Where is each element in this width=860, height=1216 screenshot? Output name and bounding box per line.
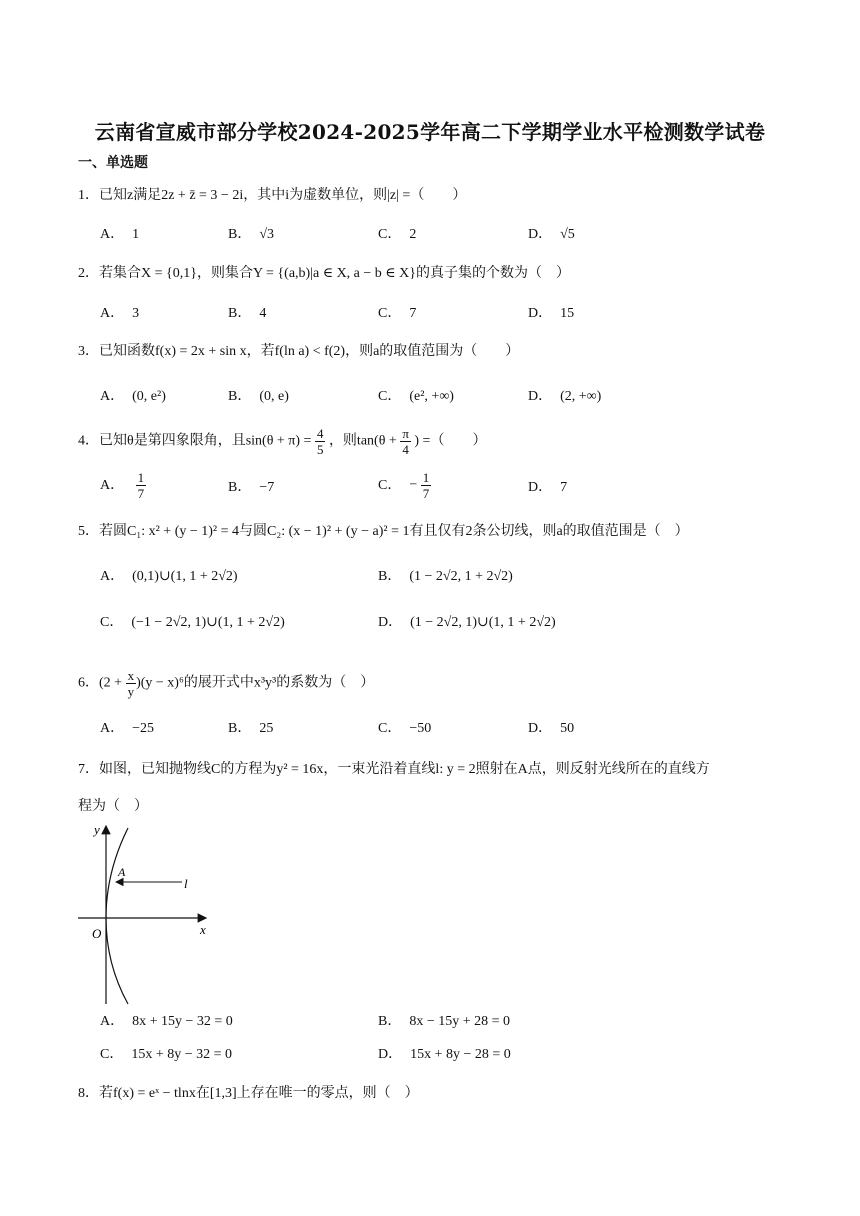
q4-option-d: D． 7 [528, 480, 568, 495]
q4-option-c: C． − $\frac{1}{7}$ [378, 470, 430, 501]
q5-option-b: B． (1 − 2√2, 1 + 2√2) [378, 569, 513, 584]
q3-option-d: D． (2, +∞) [528, 389, 602, 404]
q7-option-d: D． 15x + 8y − 28 = 0 [378, 1047, 511, 1062]
q3-option-c: C． (e², +∞) [378, 389, 454, 404]
q5-option-c: C． (−1 − 2√2, 1)∪(1, 1 + 2√2) [100, 615, 285, 630]
question-6: 6．(2 + $\frac{x}{y}$ )(y − x)⁶的展开式中x³y³的系数为（ ） [78, 668, 375, 699]
q2-option-b: B． 4 [228, 306, 267, 321]
q1-option-b: B． √3 [228, 227, 275, 242]
q5-option-a: A． (0,1)∪(1, 1 + 2√2) [100, 569, 238, 584]
q5-option-d: D． (1 − 2√2, 1)∪(1, 1 + 2√2) [378, 615, 556, 630]
q2-option-c: C． 7 [378, 306, 417, 321]
q4-option-a: A． $\frac{1}{7}$ [100, 470, 145, 501]
q7-option-c: C． 15x + 8y − 32 = 0 [100, 1047, 233, 1062]
question-4: 4．已知θ是第四象限角，且sin(θ + π) = $\frac{4}{5}$ ，则tan(θ + $\frac{\pi}{4}$ ) =（ ） [78, 426, 487, 457]
question-3: 3．已知函数f(x) = 2x + sin x，若f(ln a) < f(2)，则a的取值范围为（ ） [78, 344, 520, 359]
q6-option-a: A． −25 [100, 721, 155, 736]
point-a-label: A [118, 865, 126, 879]
fraction: $\frac{\pi}{4}$ [402, 426, 409, 457]
q3-option-b: B． (0, e) [228, 389, 289, 404]
x-axis-label: x [200, 922, 206, 937]
origin-label: O [92, 926, 102, 941]
q4-option-b: B． −7 [228, 480, 275, 495]
fraction: $\frac{4}{5}$ [316, 426, 324, 457]
q6-option-b: B． 25 [228, 721, 274, 736]
y-axis-label: y [94, 822, 100, 837]
q6-option-d: D． 50 [528, 721, 575, 736]
q7-option-b: B． 8x − 15y + 28 = 0 [378, 1014, 511, 1029]
question-7: 7．如图，已知抛物线C的方程为y² = 16x，一束光沿着直线l: y = 2照射在A点，则反射光线所在的直线方 [78, 762, 710, 777]
question-1: 1．已知z满足2z + z̄ = 3 − 2i，其中i为虚数单位，则|z| =（ ） [78, 188, 467, 203]
line-l-label: l [184, 876, 188, 891]
q1-option-a: A． 1 [100, 227, 140, 242]
q2-option-a: A． 3 [100, 306, 140, 321]
q6-option-c: C． −50 [378, 721, 432, 736]
section-heading: 一、单选题 [78, 155, 148, 171]
q1-option-c: C． 2 [378, 227, 417, 242]
question-8: 8．若f(x) = eˣ − tlnx在[1,3]上存在唯一的零点，则（ ） [78, 1086, 419, 1101]
exam-title: 云南省宣威市部分学校2024-2025学年高二下学期学业水平检测数学试卷 [94, 120, 766, 144]
parabola-figure [74, 822, 214, 1008]
question-7-continued: 程为（ ） [78, 799, 148, 814]
q1-option-d: D． √5 [528, 227, 575, 242]
q2-option-d: D． 15 [528, 306, 575, 321]
question-5: 5．若圆C₁: x² + (y − 1)² = 4与圆C₂: (x − 1)² + (y − a)² = 1有且仅有2条公切线，则a的取值范围是（ ） [78, 524, 689, 539]
q3-option-a: A． (0, e²) [100, 389, 166, 404]
question-2: 2．若集合X = {0,1}，则集合Y = {(a,b)|a ∈ X, a − b ∈ X}的真子集的个数为（ ） [78, 266, 570, 281]
fraction: $\frac{x}{y}$ [127, 668, 135, 699]
q7-option-a: A． 8x + 15y − 32 = 0 [100, 1014, 233, 1029]
parabola-curve [106, 828, 128, 1004]
